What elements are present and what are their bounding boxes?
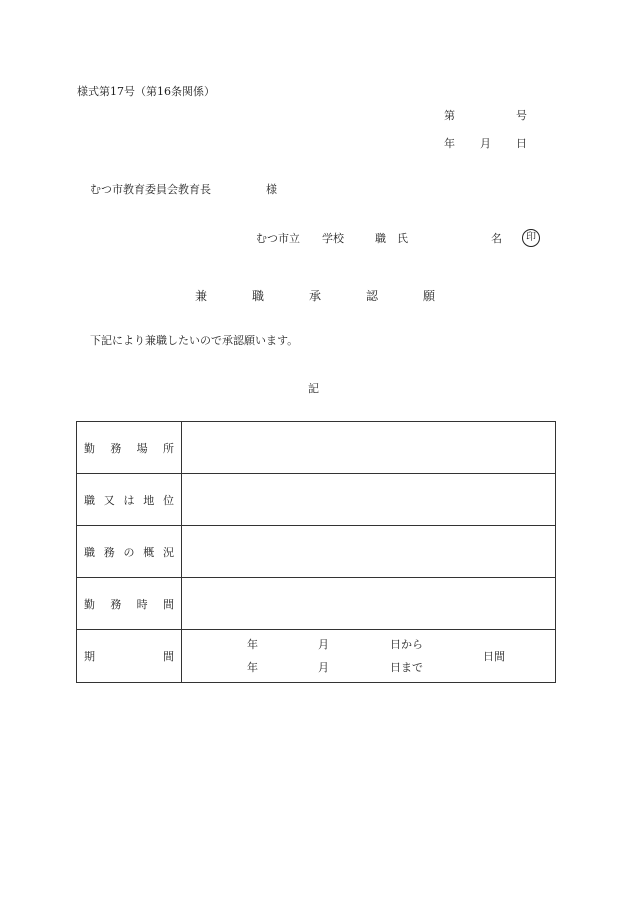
detail-table <box>76 421 556 683</box>
period-end-year: 年 <box>247 661 258 674</box>
duty-overview-field[interactable] <box>182 526 556 578</box>
period-start-day: 日から <box>390 638 423 651</box>
label-char: 地 <box>143 493 155 507</box>
document-number-prefix: 第 <box>444 109 455 122</box>
label-char: 間 <box>162 597 174 611</box>
label-char: の <box>123 545 135 559</box>
period-end-month: 月 <box>318 661 329 674</box>
table-row <box>77 422 556 474</box>
table-row <box>77 526 556 578</box>
addressee-honorific: 様 <box>266 183 277 196</box>
label-char: 位 <box>163 493 174 507</box>
period-end-day: 日まで <box>390 661 423 674</box>
row-label-work-hours <box>77 578 182 630</box>
date-year: 年 <box>444 137 455 150</box>
label-char: 場 <box>136 441 148 455</box>
period-field[interactable] <box>182 630 556 683</box>
addressee: むつ市教育委員会教育長 <box>90 183 211 196</box>
label-char: 概 <box>143 545 155 559</box>
ki-heading: 記 <box>308 382 319 395</box>
period-start-month: 月 <box>318 638 329 651</box>
label-char: 勤 <box>84 597 95 611</box>
label-char: 勤 <box>84 441 95 455</box>
document-title <box>195 290 435 302</box>
period-days: 日間 <box>483 650 505 663</box>
label-char: 職 <box>84 493 95 507</box>
work-hours-field[interactable] <box>182 578 556 630</box>
workplace-field[interactable] <box>182 422 556 474</box>
form-label: 様式第17号（第16条関係） <box>77 85 215 98</box>
intro-text: 下記により兼職したいので承認願います。 <box>90 334 299 347</box>
label-char: 期 <box>84 650 95 663</box>
applicant-school: むつ市立 学校 <box>256 232 344 245</box>
applicant-job-name: 職 氏 <box>375 232 408 245</box>
row-label-workplace <box>77 422 182 474</box>
label-char: 務 <box>110 441 122 455</box>
date-month: 月 <box>480 137 491 150</box>
row-label-position <box>77 474 182 526</box>
label-char: 況 <box>163 545 174 559</box>
row-label-period <box>77 630 182 683</box>
label-char: 所 <box>162 441 174 455</box>
title-char: 認 <box>365 289 378 303</box>
period-start-year: 年 <box>247 638 258 651</box>
table-row <box>77 578 556 630</box>
label-char: 職 <box>84 545 95 559</box>
title-char: 職 <box>251 289 264 303</box>
label-char: 時 <box>136 597 148 611</box>
label-char: 間 <box>163 650 174 663</box>
row-label-duty-overview <box>77 526 182 578</box>
title-char: 兼 <box>195 289 208 303</box>
date-day: 日 <box>516 137 527 150</box>
applicant-name-label: 名 <box>491 232 502 245</box>
label-char: 又 <box>103 493 115 507</box>
table-row <box>77 474 556 526</box>
table-row <box>77 630 556 683</box>
title-char: 願 <box>422 289 435 303</box>
label-char: は <box>123 493 135 507</box>
document-number-suffix: 号 <box>516 109 527 122</box>
position-field[interactable] <box>182 474 556 526</box>
seal-stamp: 印 <box>522 229 540 247</box>
label-char: 務 <box>103 545 115 559</box>
label-char: 務 <box>110 597 122 611</box>
title-char: 承 <box>308 289 321 303</box>
